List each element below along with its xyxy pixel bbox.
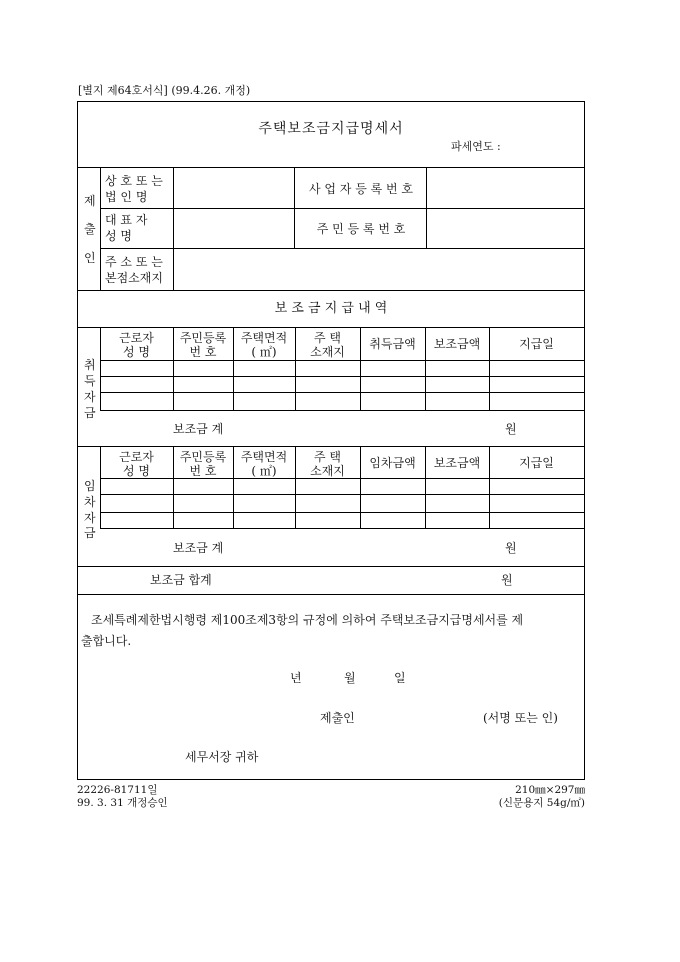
acq-header-location: 주 택 — [314, 331, 341, 345]
acquisition-side-label-char: 취 — [84, 358, 96, 372]
footer-paper-size: 210㎜×297㎜ — [515, 784, 585, 796]
rent-header-location: 주 택 — [314, 450, 341, 464]
addressee: 세무서장 귀하 — [185, 750, 259, 764]
address-label: 주 소 또 는 — [105, 255, 163, 269]
acq-header-worker-name: 성 명 — [123, 345, 150, 359]
rent-header-subsidy: 보조금액 — [433, 456, 481, 470]
acquisition-side-label-char: 자 — [84, 390, 96, 404]
acq-header-resident-no: 번 호 — [189, 345, 217, 359]
acq-header-subsidy: 보조금액 — [433, 337, 481, 351]
acq-header-amount: 취득금액 — [369, 337, 416, 351]
rent-header-area: ( ㎡) — [251, 464, 277, 478]
rent-header-resident-no: 번 호 — [189, 464, 217, 478]
rule — [173, 167, 174, 290]
acq-header-resident-no: 주민등록 — [179, 331, 227, 345]
submitter-side-label-char: 제 — [84, 194, 96, 208]
trade-name-label: 법 인 명 — [105, 190, 148, 204]
rent-subtotal-unit: 원 — [505, 541, 517, 555]
rent-header-area: 주택면적 — [240, 450, 288, 464]
acq-header-area: 주택면적 — [240, 331, 288, 345]
housing-subsidy-form — [77, 101, 585, 780]
rule — [78, 566, 584, 567]
rental-side-label-char: 임 — [84, 479, 96, 493]
acq-header-pay-date: 지급일 — [519, 337, 554, 351]
declaration-text: 조세특례제한법시행령 제100조제3항의 규정에 의하여 주택보조금지급명세서를 제 — [91, 613, 524, 627]
rule — [100, 167, 101, 290]
acquisition-side-label-char: 득 — [84, 374, 96, 388]
rule — [78, 594, 584, 595]
rule — [294, 167, 295, 248]
rent-header-worker-name: 근로자 — [119, 450, 154, 464]
rule — [78, 327, 584, 328]
grand-total-unit: 원 — [501, 573, 513, 587]
acquisition-side-label-char: 금 — [84, 406, 96, 420]
submitter-side-label-char: 인 — [84, 251, 96, 265]
trade-name-label: 상 호 또 는 — [105, 174, 163, 188]
rent-header-pay-date: 지급일 — [519, 456, 554, 470]
rent-subtotal-label: 보조금 계 — [173, 541, 224, 555]
grand-total-label: 보조금 합계 — [150, 573, 212, 587]
acq-subtotal-unit: 원 — [505, 422, 517, 436]
rent-header-amount: 임차금액 — [369, 456, 416, 470]
declaration-text: 출합니다. — [81, 634, 132, 648]
footer-approval-date: 99. 3. 31 개정승인 — [77, 797, 168, 810]
rep-name-label: 성 명 — [105, 229, 132, 243]
rule — [78, 167, 584, 168]
tax-year-label: 파세연도 : — [451, 140, 501, 153]
rep-name-label: 대 표 자 — [105, 213, 148, 227]
rule — [426, 167, 427, 248]
rent-header-location: 소재지 — [310, 464, 345, 478]
footer-form-number — [77, 784, 168, 810]
rental-side-label-char: 차 — [84, 495, 96, 509]
form-title: 주택보조금지급명세서 — [258, 121, 404, 137]
rental-side-label-char: 자 — [84, 511, 96, 525]
acq-header-worker-name: 근로자 — [119, 331, 154, 345]
rent-header-resident-no: 주민등록 — [179, 450, 227, 464]
footer-paper-weight: (신문용지 54g/㎡) — [498, 797, 585, 810]
date-month-label: 월 — [344, 671, 356, 685]
date-day-label: 일 — [394, 671, 406, 685]
rule — [100, 410, 584, 411]
footer-paper-spec — [499, 784, 585, 810]
business-no-label: 사 업 자 등 록 번 호 — [308, 182, 414, 196]
address-label: 본점소재지 — [105, 271, 163, 285]
resident-no-label: 주 민 등 록 번 호 — [316, 222, 406, 236]
rule — [78, 446, 584, 447]
section-title: 보 조 금 지 급 내 역 — [274, 301, 388, 316]
acq-header-location: 소재지 — [310, 345, 345, 359]
date-year-label: 년 — [290, 671, 302, 685]
footer-form-code: 22226-81711일 — [77, 784, 158, 796]
rent-header-worker-name: 성 명 — [123, 464, 150, 478]
form-reference: [별지 제64호서식] (99.4.26. 개정) — [78, 84, 251, 97]
acq-header-area: ( ㎡) — [251, 345, 277, 359]
rule — [78, 290, 584, 291]
rule — [100, 528, 584, 529]
signature-instruction: (서명 또는 인) — [483, 711, 558, 725]
rental-side-label-char: 금 — [84, 526, 96, 540]
acq-subtotal-label: 보조금 계 — [173, 422, 224, 436]
submitter-signature-label: 제출인 — [320, 711, 355, 725]
submitter-side-label-char: 출 — [84, 222, 96, 236]
